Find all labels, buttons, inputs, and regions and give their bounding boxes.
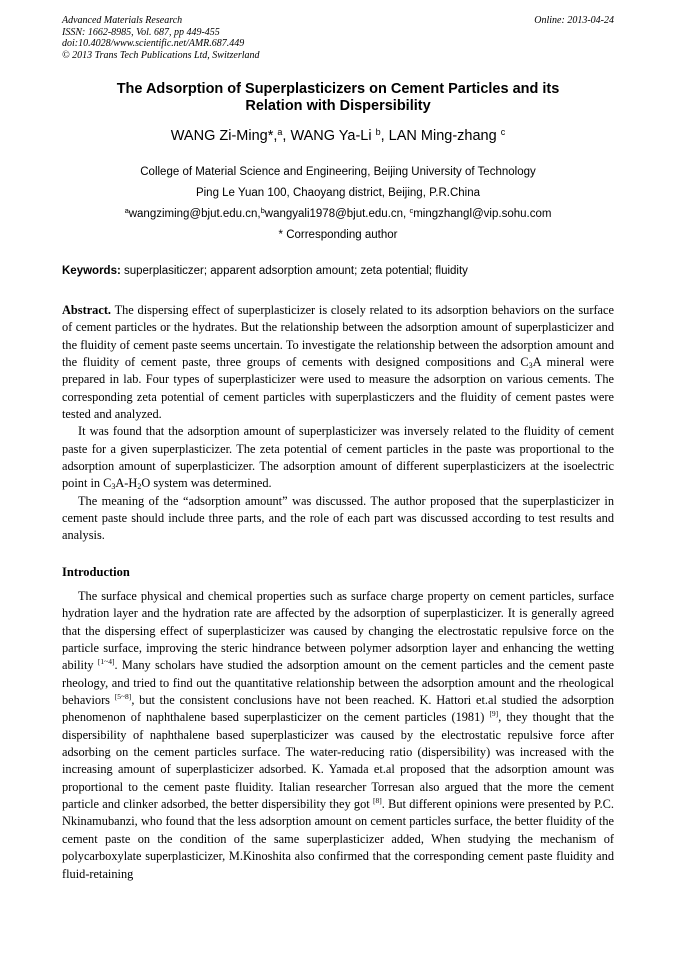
intro-text-3: , but the consistent conclusions have not been reached. K. Hattori et.al studied the adsorption phenomenon of naphthalene based superplasticizer on the cement particles (1981) — [62, 693, 614, 725]
email-c-mark: c — [409, 206, 414, 215]
introduction-section — [62, 588, 614, 954]
abstract-paragraph-1 — [62, 302, 614, 423]
citation-4: [8] — [373, 796, 382, 806]
author-2-mark: b — [375, 127, 381, 137]
author-list — [62, 127, 614, 145]
intro-text-5: . But different opinions were presented by P.C. Nkinamubanzi, who found that the less adsorption amount on cement particles surface, the better fluidity of the cement paste on the condition of the same superplasticizer added, When studying the mechanism of polycarboxylate superplasticizer, M.Kinoshita also confirmed that the corresponding cement paste fluidity and fluid-retaining — [62, 797, 614, 881]
email-a-mark: a — [124, 206, 129, 215]
keywords-label: Keywords: — [62, 265, 121, 277]
abstract-p1-text-b: A mineral were prepared in lab. Four types of superplasticizer were used to measure the adsorption on various cements. The corresponding zeta potential of cement particles with superplasticzers and the fluidity of cement pastes were tested and analyzed. — [62, 355, 614, 422]
author-1-mark: a — [277, 127, 283, 137]
issn-line: ISSN: 1662-8985, Vol. 687, pp 449-455 — [62, 26, 220, 38]
affiliation-line-1: College of Material Science and Engineering, Beijing University of Technology — [140, 166, 536, 178]
intro-text-2: . Many scholars have studied the adsorption amount on the cement particles and the cement paste rheology, and tried to find out the quantitative relationship between the adsorption amount and the rheological behaviors — [62, 658, 614, 708]
affiliation-line-2: Ping Le Yuan 100, Chaoyang district, Beijing, P.R.China — [195, 187, 481, 199]
title-line-1: The Adsorption of Superplasticizers on Cement Particles and its — [116, 81, 560, 97]
author-3-mark: c — [500, 127, 506, 137]
introduction-heading: Introduction — [62, 565, 130, 579]
intro-text-4: , they thought that the dispersibility of naphthalene based superplasticizer was caused by the electrostatic repulsive force after adsorbing on the cement particles surface. The water-reducing ratio (dispersibility) was increased with the increasing amount of superplasticizer adsorbed. K. Yamada et.al proposed that the adsorption amount was proportional to the cement paste fluidity. Italian researcher Torresan also argued that the more the cement particle and clinker adsorbed, the better dispersibility they got — [62, 710, 614, 812]
abstract-p2-text-a: It was found that the adsorption amount of superplasticizer was inversely related to the fluidity of cement paste for a given superplasticizer. The zeta potential of cement particles in the paste was proportional to the adsorption amount of superplasticizer. The adsorption amount of different superplasticizers at the isoelectric point in C — [62, 424, 614, 491]
running-header — [62, 15, 260, 61]
citation-1: [1~4] — [97, 657, 115, 667]
email-line — [62, 207, 614, 221]
abstract-p2-text-b: A-H — [115, 476, 138, 491]
doi-line: doi:10.4028/www.scientific.net/AMR.687.449 — [62, 38, 245, 49]
keywords-text: superplasiticzer; apparent adsorption amount; zeta potential; fluidity — [120, 265, 468, 277]
author-3: , LAN Ming-zhang — [380, 128, 501, 144]
copyright-line: © 2013 Trans Tech Publications Ltd, Switzerland — [62, 49, 260, 61]
abstract-p1-text-a: The dispersing effect of superplasticizer is closely related to its adsorption behaviors on the surface of cement particles or the hydrates. But the relationship between the adsorption amount of superplasticizer and the fluidity of cement paste seems uncertain. To investigate the relationship between the adsorption amount and the fluidity of cement paste, three groups of cements with designed compositions and C — [62, 303, 614, 370]
email-c: mingzhangl@vip.sohu.com — [413, 208, 552, 220]
citation-2: [5~8] — [114, 692, 132, 702]
abstract-section — [62, 302, 614, 545]
abstract-paragraph-2 — [62, 423, 614, 492]
corresponding-author-note: * Corresponding author — [278, 229, 398, 241]
email-a: wangziming@bjut.edu.cn, — [128, 208, 261, 220]
abstract-paragraph-3: The meaning of the “adsorption amount” was discussed. The author proposed that the superplasticizer in cement paste should include three parts, and the role of each part was discussed according to test results and analysis. — [62, 493, 614, 543]
email-b-mark: b — [260, 206, 265, 215]
abstract-p1-sub: 3 — [528, 361, 533, 371]
abstract-p2-text-c: O system was determined. — [141, 476, 272, 491]
author-1: WANG Zi-Ming*, — [170, 128, 278, 144]
keywords-line — [62, 264, 614, 278]
abstract-p2-sub-1: 3 — [111, 482, 116, 492]
abstract-label: Abstract. — [62, 303, 112, 317]
introduction-paragraph — [62, 588, 614, 883]
email-b: wangyali1978@bjut.edu.cn, — [264, 208, 410, 220]
online-date: Online: 2013-04-24 — [534, 15, 614, 26]
author-2: , WANG Ya-Li — [282, 128, 376, 144]
abstract-p2-sub-2: 2 — [137, 482, 142, 492]
paper-title — [62, 81, 614, 115]
journal-name: Advanced Materials Research — [62, 15, 183, 26]
citation-3: [9] — [489, 709, 499, 719]
intro-text-1: The surface physical and chemical properties such as surface charge property on cement particles, surface hydration layer and the hydration rate are affected by the adsorption of superplasticizer. It is generally agreed that the dispersing effect of superplasticizer was caused by changing the electrostatic repulsive force on the particle surface, improving the steric hindrance between polymer adsorption layer and enhancing the wetting ability — [62, 589, 614, 673]
title-line-2: Relation with Dispersibility — [245, 98, 431, 114]
